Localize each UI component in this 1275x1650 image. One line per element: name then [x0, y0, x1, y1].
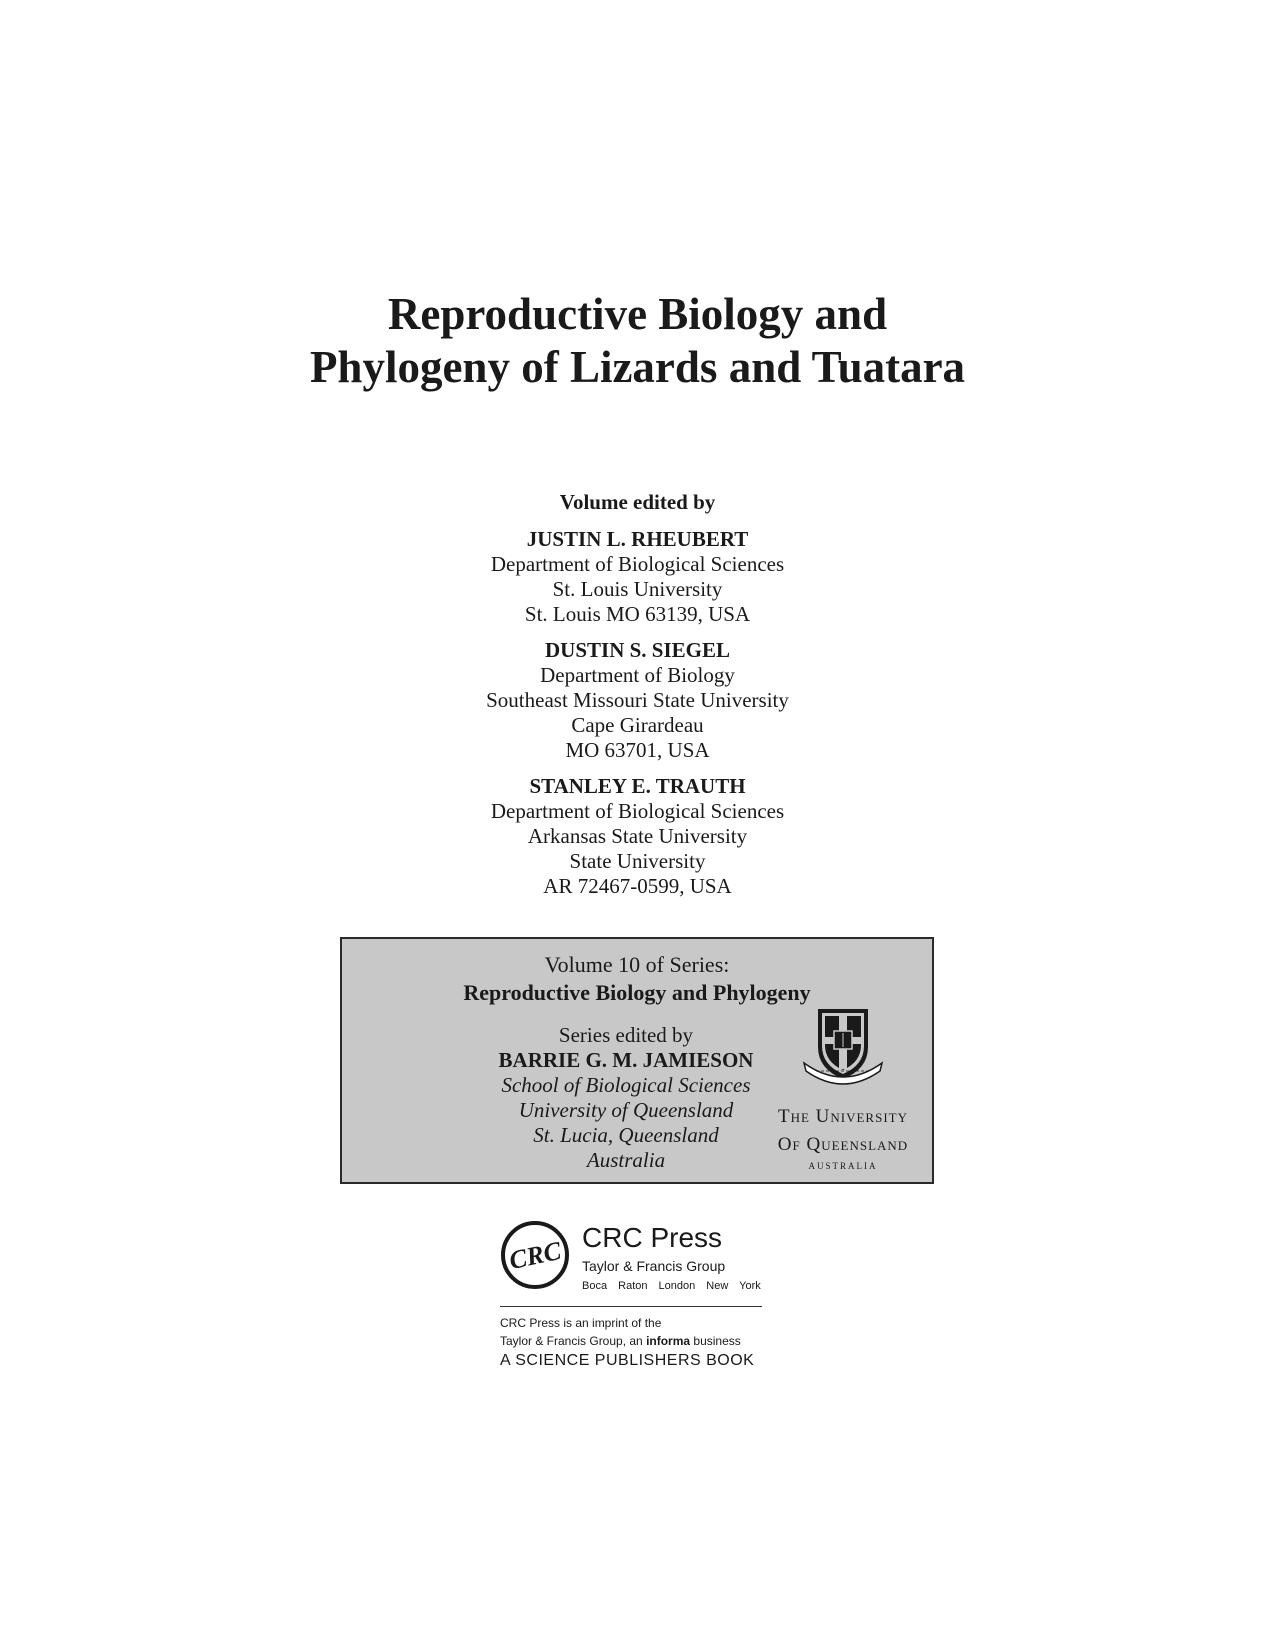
imprint-line-2: [500, 1332, 741, 1350]
editor-affiliation-line: Department of Biological Sciences: [490, 552, 785, 576]
editor-block: [0, 774, 1275, 899]
series-editor-block: [492, 1023, 760, 1173]
editor-name: JUSTIN L. RHEUBERT: [526, 527, 749, 551]
book-title: [0, 288, 1275, 394]
series-affiliation-line: Australia: [586, 1148, 666, 1172]
university-crest-icon: [802, 1007, 884, 1099]
publisher-tagline: A SCIENCE PUBLISHERS BOOK: [500, 1352, 755, 1369]
editor-affiliation-line: Cape Girardeau: [571, 713, 704, 737]
title-line-1: Reproductive Biology and: [387, 289, 888, 339]
editor-block: [0, 638, 1275, 763]
editor-affiliation-line: State University: [569, 849, 706, 873]
series-edited-by-label: Series edited by: [558, 1023, 694, 1047]
editor-affiliation-line: MO 63701, USA: [565, 738, 710, 762]
editor-affiliation-line: Department of Biological Sciences: [490, 799, 785, 823]
publisher-name: CRC Press: [582, 1222, 723, 1253]
editor-name: DUSTIN S. SIEGEL: [545, 638, 730, 662]
series-affiliation-line: St. Lucia, Queensland: [533, 1123, 719, 1147]
imprint-text: Taylor & Francis Group, an: [500, 1334, 647, 1348]
editor-block: [0, 527, 1275, 627]
crc-logo-text: CRC: [506, 1235, 564, 1276]
editor-affiliation-line: St. Louis University: [552, 577, 723, 601]
publisher-imprint: [500, 1314, 741, 1350]
university-logo: [758, 1007, 928, 1171]
series-affiliation-line: School of Biological Sciences: [501, 1073, 751, 1097]
university-name-line-1: The University: [777, 1106, 908, 1127]
title-line-2: Phylogeny of Lizards and Tuatara: [309, 342, 966, 392]
editor-affiliation-line: AR 72467-0599, USA: [543, 874, 732, 898]
editors-label: Volume edited by: [559, 490, 716, 514]
publisher-divider: [500, 1306, 762, 1307]
editor-affiliation-line: St. Louis MO 63139, USA: [524, 602, 751, 626]
series-affiliation-line: University of Queensland: [518, 1098, 734, 1122]
publisher-group: Taylor & Francis Group: [582, 1258, 726, 1274]
informa-brand: informa: [646, 1334, 691, 1348]
series-name: Reproductive Biology and Phylogeny: [463, 980, 811, 1005]
editor-affiliation-line: Southeast Missouri State University: [486, 688, 789, 712]
editor-affiliation-line: Arkansas State University: [527, 824, 748, 848]
editor-name: STANLEY E. TRAUTH: [529, 774, 746, 798]
editor-affiliation-line: Department of Biology: [540, 663, 735, 687]
volume-editors: [0, 490, 1275, 910]
university-country: AUSTRALIA: [808, 1161, 878, 1171]
publisher-cities: Boca Raton London New York: [582, 1280, 761, 1292]
series-info-box: [340, 937, 934, 1184]
imprint-text: business: [690, 1334, 741, 1348]
series-volume: Volume 10 of Series:: [544, 952, 730, 977]
series-editor-name: BARRIE G. M. JAMIESON: [498, 1048, 754, 1072]
imprint-line-1: CRC Press is an imprint of the: [500, 1316, 662, 1330]
crc-logo-icon: [500, 1220, 570, 1290]
university-name-line-2: Of Queensland: [777, 1134, 909, 1155]
